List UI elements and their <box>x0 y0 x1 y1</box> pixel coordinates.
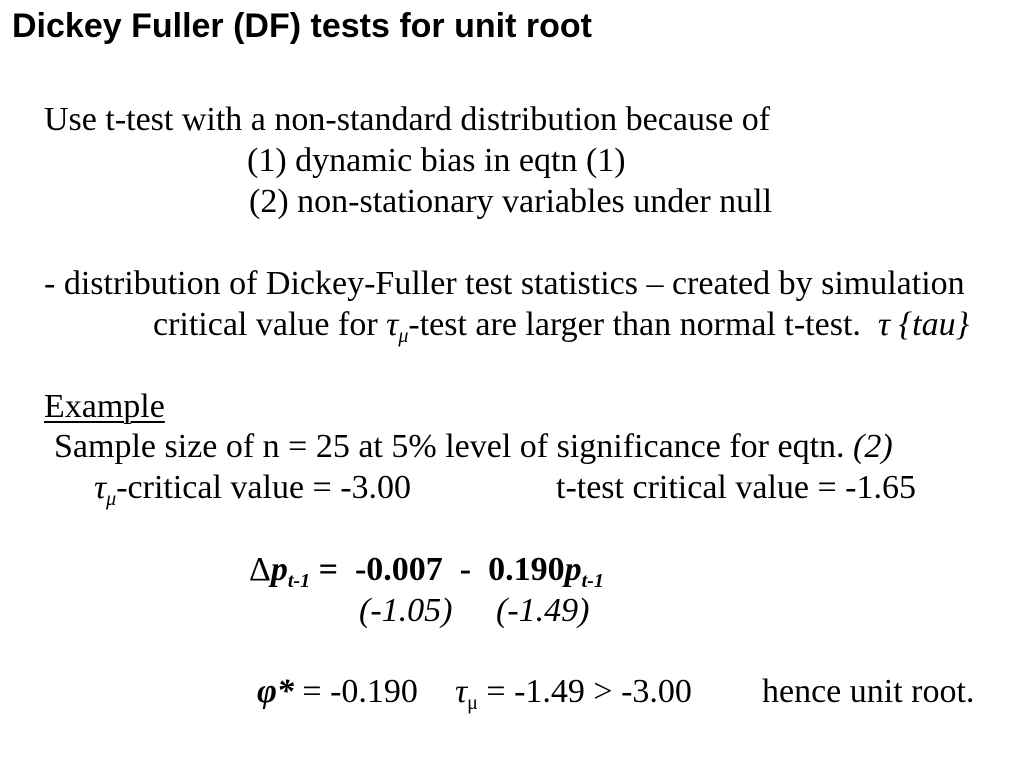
conclusion-verdict: hence unit root. <box>762 673 975 710</box>
tau-subscript: μ <box>398 325 409 347</box>
tau-subscript: μ <box>467 692 478 714</box>
regression-equation <box>249 549 604 595</box>
critical-value-note <box>153 304 969 350</box>
tau-symbol: τ <box>386 306 399 343</box>
tau-note: τ {tau} <box>877 306 970 343</box>
critical-suffix: -test are larger than normal t-test. <box>408 306 861 343</box>
phi-symbol: φ* <box>257 673 294 710</box>
phi-value: = -0.190 <box>302 673 418 710</box>
distribution-text: - distribution of Dickey-Fuller test statistics – created by simulation <box>44 265 965 302</box>
lhs-subscript: t-1 <box>287 570 311 592</box>
delta-symbol: Δ <box>249 551 271 588</box>
critical-prefix: critical value for <box>153 306 387 343</box>
t-stat-intercept: (-1.05) <box>359 592 453 629</box>
sample-size-text <box>54 426 893 467</box>
tau-symbol: τ <box>455 673 468 710</box>
tau-symbol: τ <box>94 469 107 506</box>
lhs-variable: p <box>270 551 288 588</box>
reason-item-non-stationary: (2) non-stationary variables under null <box>249 183 773 220</box>
tau-critical-value <box>94 467 411 513</box>
t-critical-value: t-test critical value = -1.65 <box>556 469 916 506</box>
example-heading: Example <box>44 388 165 425</box>
reason-item-dynamic-bias: (1) dynamic bias in eqtn (1) <box>247 142 626 179</box>
slide-title: Dickey Fuller (DF) tests for unit root <box>12 7 592 45</box>
rhs-subscript: t-1 <box>581 570 604 592</box>
tau-comparison <box>455 671 692 717</box>
sample-text: Sample size of n = 25 at 5% level of significance for eqtn. <box>54 428 845 465</box>
intro-text: Use t-test with a non-standard distribution because of <box>44 101 771 138</box>
sample-eqn-ref: (2) <box>853 428 893 465</box>
tau-subscript: μ <box>106 488 117 510</box>
tau-compare-text: = -1.49 > -3.00 <box>486 673 692 710</box>
tau-critical-text: -critical value = -3.00 <box>116 469 412 506</box>
phi-estimate <box>257 671 418 712</box>
t-stat-slope: (-1.49) <box>496 592 590 629</box>
rhs-variable: p <box>564 551 582 588</box>
equation-rhs: = -0.007 - 0.190 <box>310 551 565 588</box>
